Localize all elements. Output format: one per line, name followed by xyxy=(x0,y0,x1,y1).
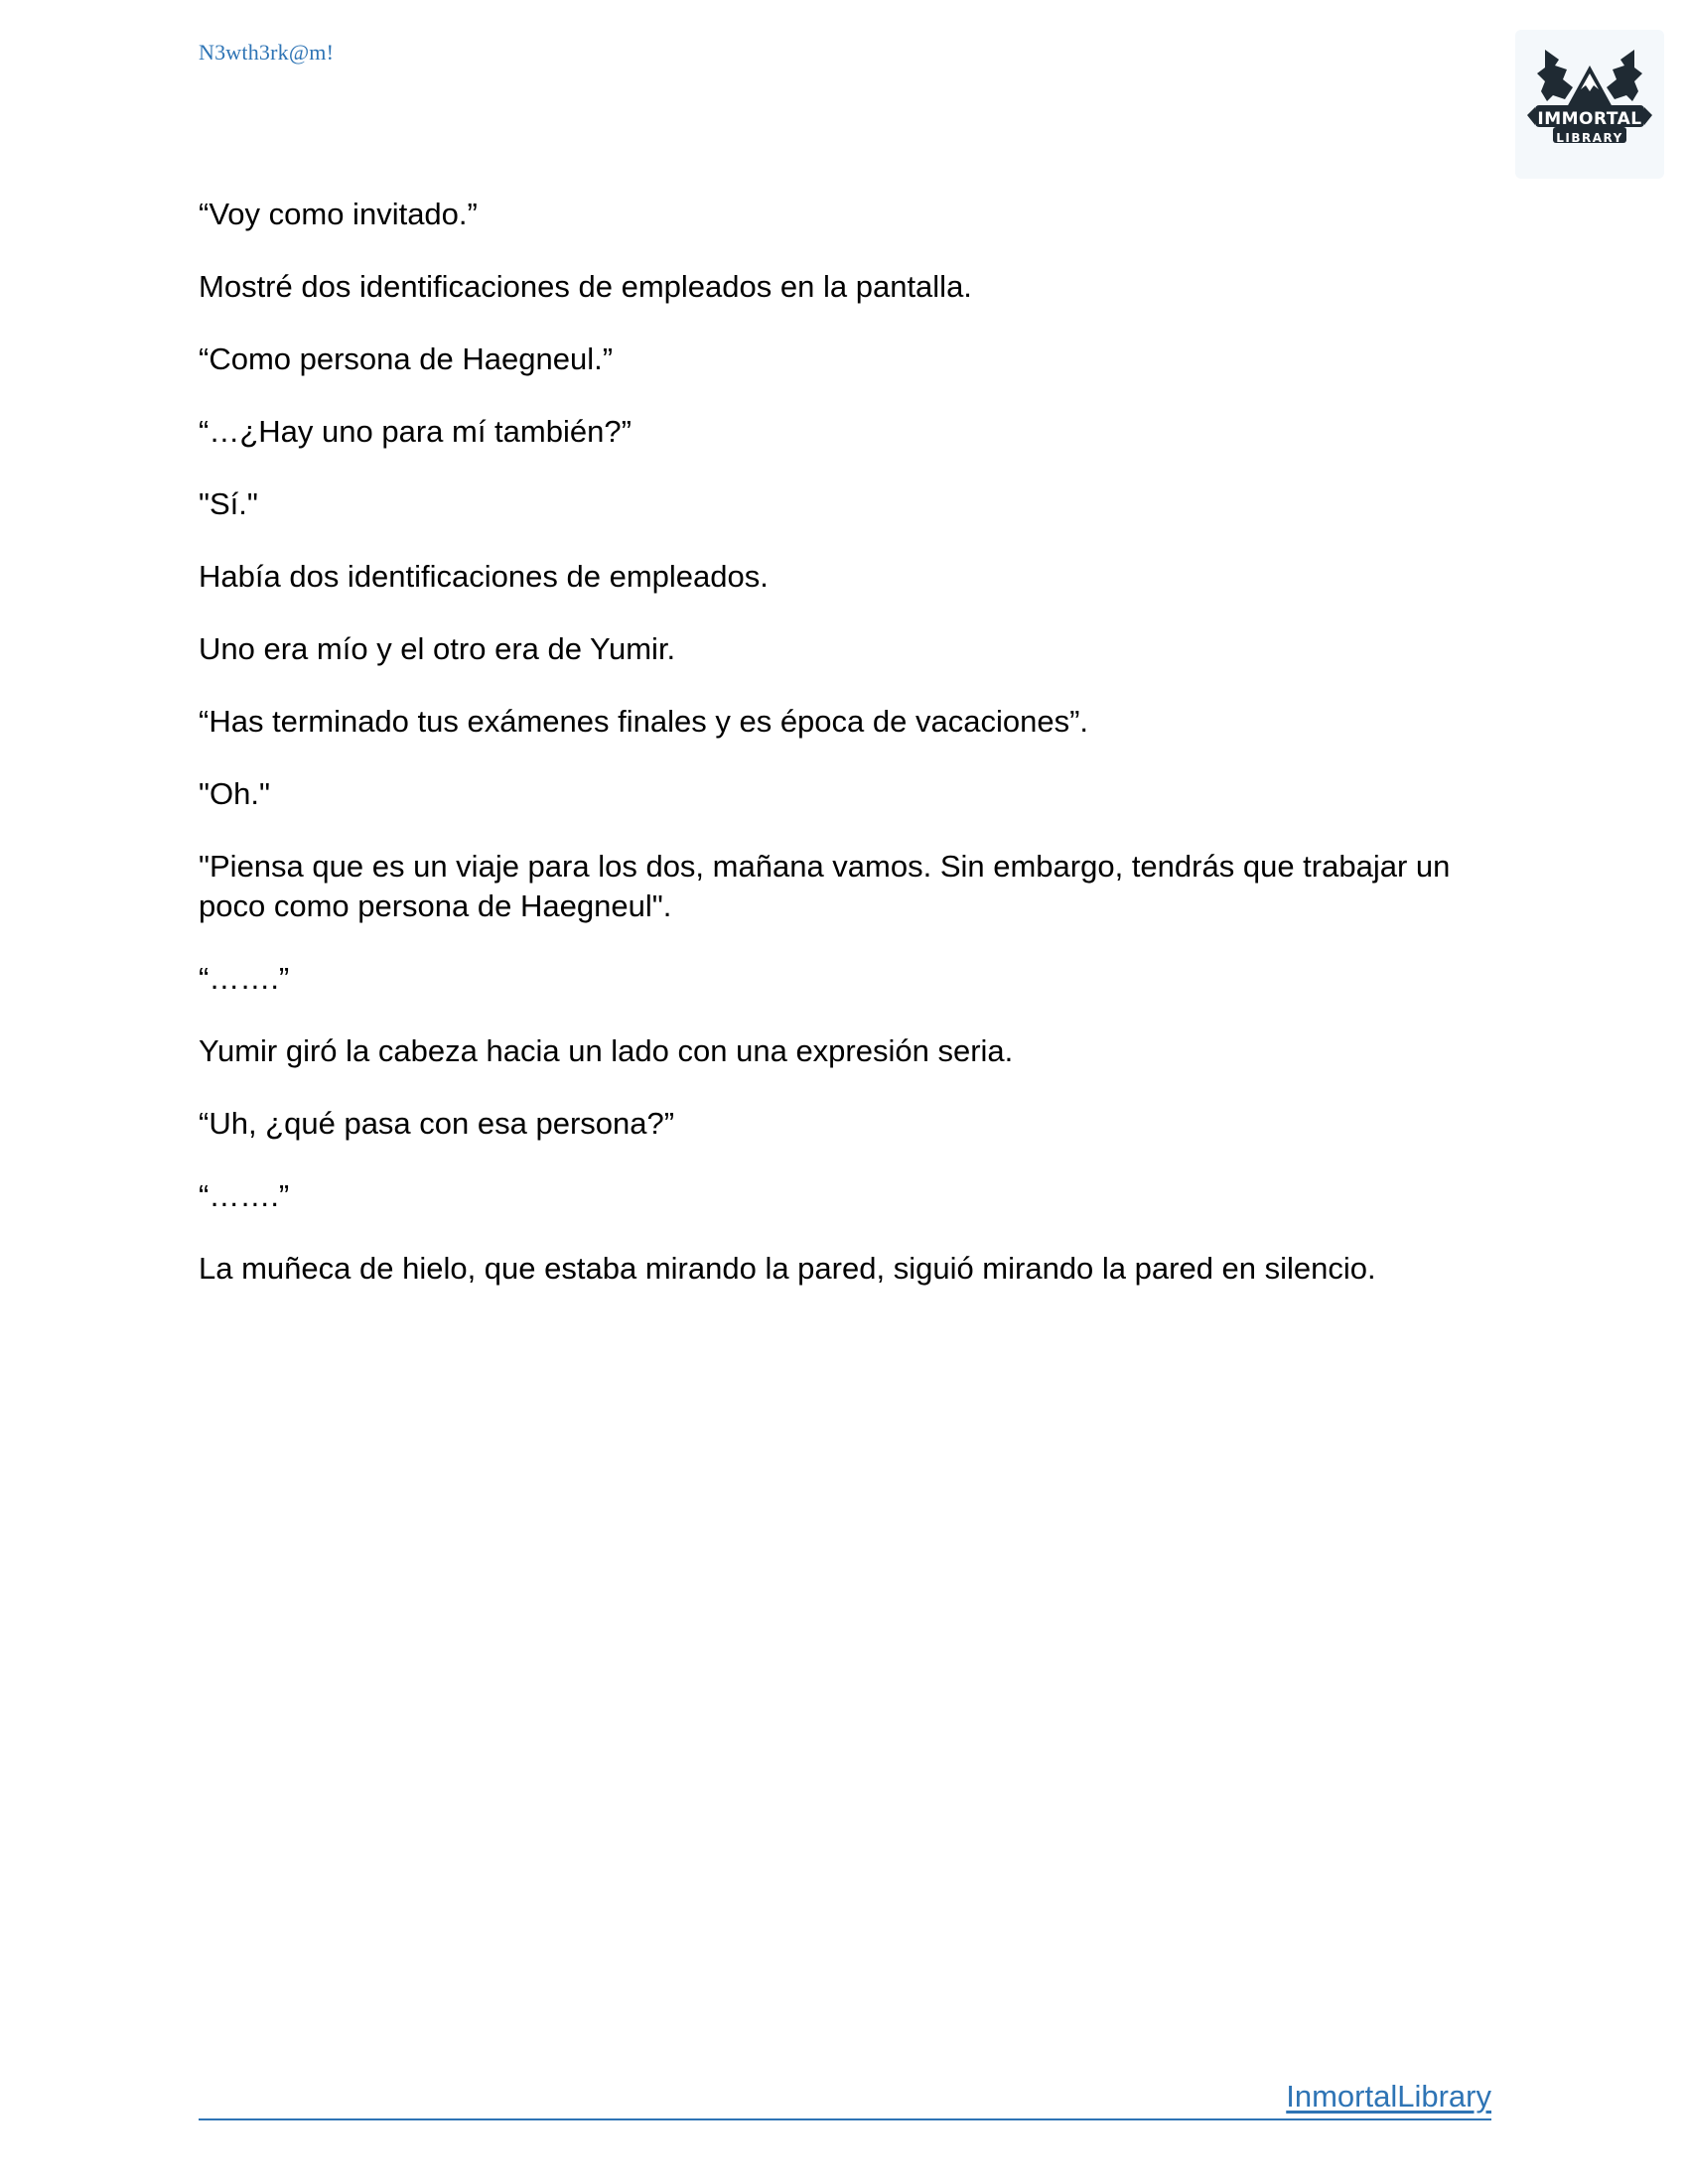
paragraph: Uno era mío y el otro era de Yumir. xyxy=(199,631,676,666)
paragraph: “Como persona de Haegneul.” xyxy=(199,341,614,376)
footer-library-link[interactable]: InmortalLibrary xyxy=(1286,2079,1491,2114)
paragraph: “…….” xyxy=(199,1178,290,1213)
header-watermark: N3wth3rk@m! xyxy=(199,40,335,65)
paragraph: Yumir giró la cabeza hacia un lado con una expresión seria. xyxy=(199,1033,1014,1068)
paragraph: "Oh." xyxy=(199,776,270,811)
paragraph: La muñeca de hielo, que estaba mirando la pared, siguió mirando la pared en silencio. xyxy=(199,1251,1376,1286)
paragraph: "Piensa que es un viaje para los dos, mañana vamos. Sin embargo, tendrás que trabajar un poco como persona de Haegneul". xyxy=(199,849,1451,923)
logo-line1: IMMORTAL xyxy=(1537,109,1642,129)
paragraph: Había dos identificaciones de empleados. xyxy=(199,559,769,594)
paragraph: Mostré dos identificaciones de empleados en la pantalla. xyxy=(199,269,972,304)
immortal-library-logo-icon xyxy=(1515,30,1664,179)
paragraph: “Uh, ¿qué pasa con esa persona?” xyxy=(199,1106,675,1141)
logo-graphic xyxy=(1515,30,1664,179)
footer-divider xyxy=(199,2118,1491,2120)
paragraph: "Sí." xyxy=(199,486,258,521)
logo-line2: LIBRARY xyxy=(1556,131,1623,145)
story-body xyxy=(199,195,1489,1321)
paragraph: “Voy como invitado.” xyxy=(199,197,478,231)
paragraph: “…¿Hay uno para mí también?” xyxy=(199,414,632,449)
paragraph: “Has terminado tus exámenes finales y es época de vacaciones”. xyxy=(199,704,1089,739)
paragraph: “…….” xyxy=(199,961,290,996)
